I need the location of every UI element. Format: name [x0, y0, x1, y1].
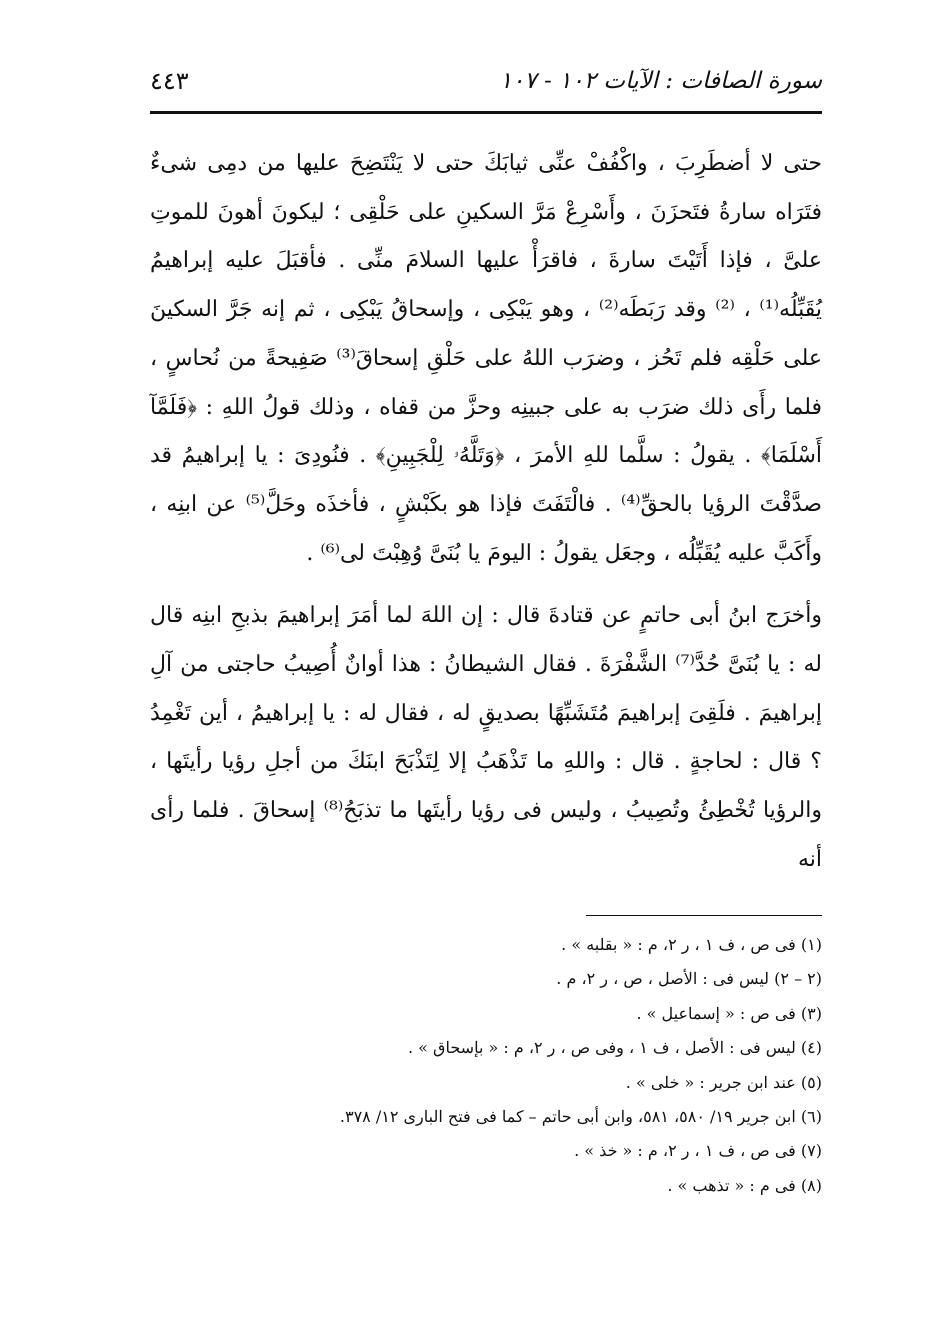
- footnotes: [150, 928, 822, 1203]
- header-rule: [150, 111, 822, 114]
- footnote-4: (٤) ليس فى : الأصل ، ف ١ ، وفى ص ، ر ٢، م : « بإسحاق » .: [408, 1038, 822, 1058]
- main-text: [150, 140, 822, 899]
- paragraph-1: حتى لا أضطَرِبَ ، واكْفُفْ عنِّى ثيابَكَ حتى لا يَنْتَضِحَ عليها من دمِى شىءٌ فتَرَاه سارةُ فتَحزَنَ ، وأَسْرِعْ مَرَّ السكينِ على حَلْقِى ؛ ليكونَ أهونَ للموتِ علىَّ ، فإذا أَتَيْتَ سارةَ ، فاقرَأْ عليها السلامَ منِّى . فأقبَلَ عليه إبراهيمُ يُقَبِّلُه⁽¹⁾ ، ⁽²⁾ وقد رَبَطَه⁽²⁾ ، وهو يَبْكِى ، وإسحاقُ يَبْكِى ، ثم إنه جَرَّ السكينَ على حَلْقِه فلم تَحُز ، وضرَب اللهُ على حَلْقِ إسحاقَ⁽³⁾ صَفِيحةً من نُحاسٍ ، فلما رأَى ذلك ضرَب به على جبينِه وحزَّ من قفاه ، وذلك قولُ اللهِ : ﴿فَلَمَّآ أَسْلَمَا﴾ . يقولُ : سلَّما للهِ الأمرَ ، ﴿وَتَلَّهُۥ لِلْجَبِينِ﴾ . فنُودِىَ : يا إبراهيمُ قد صدَّقْتَ الرؤيا بالحقِّ⁽⁴⁾ . فالْتَفَتَ فإذا هو بكَبْشٍ ، فأخذَه وحَلَّ⁽⁵⁾ عن ابنِه ، وأَكَبَّ عليه يُقَبِّلُه ، وجعَل يقولُ : اليومَ يا بُنَىَّ وُهِبْتَ لى⁽⁶⁾ .: [150, 151, 822, 566]
- footnote-1: (١) فى ص ، ف ١ ، ر ٢، م : « بقلبه » .: [561, 935, 822, 954]
- footnote-6: (٦) ابن جرير ١٩/ ٥٨٠، ٥٨١، وابن أبى حاتم – كما فى فتح البارى ١٢/ ٣٧٨.: [339, 1107, 822, 1127]
- footnote-rule: [586, 915, 822, 916]
- paragraph-2: وأخرَج ابنُ أبى حاتمٍ عن قتادةَ قال : إن اللهَ لما أمَرَ إبراهيمَ بذبحِ ابنِه قال له : يا بُنَىَّ حُدَّ⁽⁷⁾ الشَّفْرَةَ . فقال الشيطانُ : هذا أوانٌ أُصِيبُ حاجتى من آلِ إبراهيمَ . فلَقِىَ إبراهيمَ مُتَشَبِّهًا بصديقٍ له ، فقال له : يا إبراهيمُ ، أين تَغْمِدُ ؟ قال : لحاجةٍ . قال : واللهِ ما تَذْهَبُ إلا لِتَذْبَحَ ابنَكَ من أجلِ رؤيا رأيتَها ، والرؤيا تُخْطِئُ وتُصِيبُ ، وليس فى رؤيا رأيتَها ما تذبَحُ⁽⁸⁾ إسحاقَ . فلما رأى أنه: [150, 603, 822, 872]
- running-title: سورة الصافات : الآيات ١٠٢ - ١٠٧: [499, 68, 822, 94]
- footnote-2: (٢ – ٢) ليس فى : الأصل ، ص ، ر ٢، م .: [556, 969, 822, 989]
- footnote-5: (٥) عند ابن جرير : « خلى » .: [625, 1072, 822, 1092]
- footnote-7: (٧) فى ص ، ف ١ ، ر ٢، م : « خذ » .: [574, 1141, 822, 1161]
- page-number: ٤٤٣: [150, 67, 189, 95]
- running-header: [150, 58, 822, 104]
- footnote-3: (٣) فى ص : « إسماعيل » .: [636, 1003, 822, 1023]
- footnote-8: (٨) فى م : « تذهب » .: [667, 1175, 822, 1195]
